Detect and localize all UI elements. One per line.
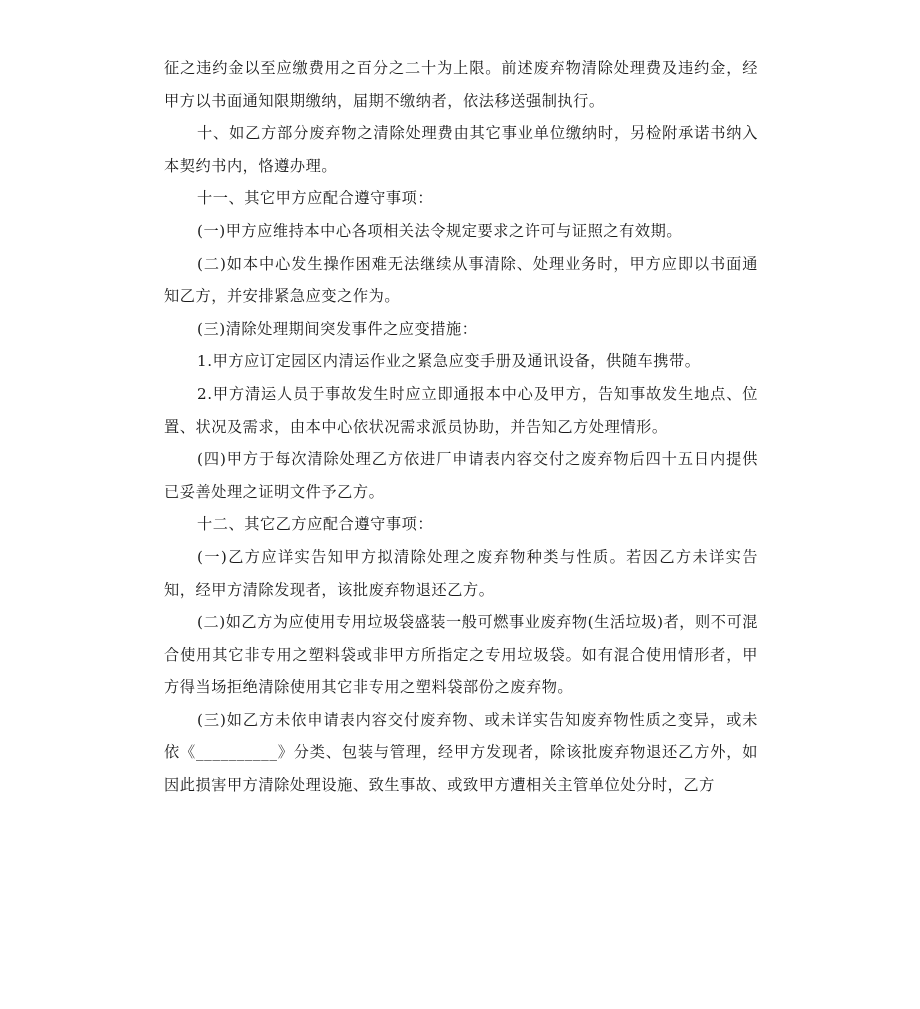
paragraph-10: 十二、其它乙方应配合遵守事项： — [197, 515, 434, 534]
paragraph-12: (二)如乙方为应使用专用垃圾袋盛装一般可燃事业废弃物(生活垃圾)者，则不可混合使用其它非专用之塑料袋或非甲方所指定之专用垃圾袋。如有混合使用情形者，甲方得当场拒绝清除使用其它非专用之塑料袋部份之废弃物。 — [164, 613, 758, 697]
paragraph-2: 十、如乙方部分废弃物之清除处理费由其它事业单位缴纳时，另检附承诺书纳入本契约书内，恪遵办理。 — [164, 124, 758, 175]
paragraph-11: (一)乙方应详实告知甲方拟清除处理之废弃物种类与性质。若因乙方未详实告知，经甲方清除发现者，该批废弃物退还乙方。 — [164, 547, 758, 599]
paragraph-7: 1.甲方应订定园区内清运作业之紧急应变手册及通讯设备，供随车携带。 — [197, 352, 701, 371]
paragraph-1: 征之违约金以至应缴费用之百分之二十为上限。前述废弃物清除处理费及违约金，经甲方以书面通知限期缴纳，届期不缴纳者，依法移送强制执行。 — [164, 59, 758, 110]
document-body — [164, 52, 758, 802]
paragraph-3: 十一、其它甲方应配合遵守事项： — [197, 189, 434, 208]
paragraph-5: (二)如本中心发生操作困难无法继续从事清除、处理业务时，甲方应即以书面通知乙方，并安排紧急应变之作为。 — [164, 254, 758, 306]
paragraph-4: (一)甲方应维持本中心各项相关法令规定要求之许可与证照之有效期。 — [197, 221, 683, 240]
paragraph-6: (三)清除处理期间突发事件之应变措施： — [197, 319, 478, 338]
paragraph-9: (四)甲方于每次清除处理乙方依进厂申请表内容交付之废弃物后四十五日内提供已妥善处理之证明文件予乙方。 — [164, 450, 758, 501]
paragraph-13: (三)如乙方未依申请表内容交付废弃物、或未详实告知废弃物性质之变异，或未依《__________》分类、包装与管理，经甲方发现者，除该批废弃物退还乙方外，如因此损害甲方清除处理设施、致生事故、或致甲方遭相关主管单位处分时，乙方 — [164, 710, 758, 795]
paragraph-8: 2.甲方清运人员于事故发生时应立即通报本中心及甲方，告知事故发生地点、位置、状况及需求，由本中心依状况需求派员协助，并告知乙方处理情形。 — [164, 384, 758, 436]
